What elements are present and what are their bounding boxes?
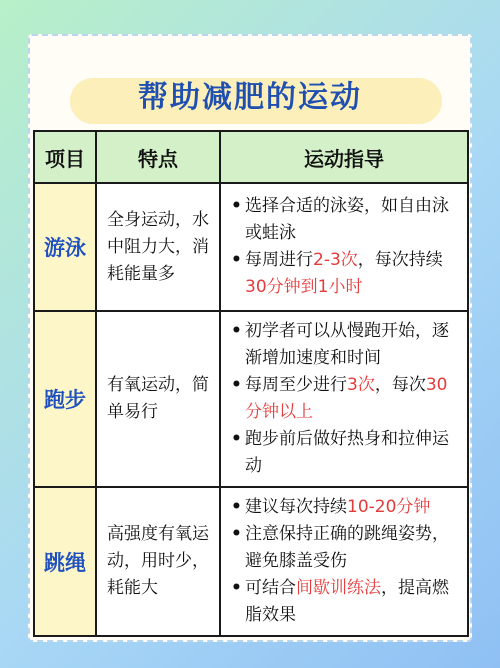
page-title: 帮助减肥的运动 xyxy=(138,80,362,115)
guide-item: • 初学者可以从慢跑开始，逐渐增加速度和时间 xyxy=(229,318,457,372)
table-row xyxy=(34,311,468,487)
project-cell: 跳绳 xyxy=(34,487,96,636)
header-features: 特点 xyxy=(96,131,220,183)
features-cell: 全身运动，水中阻力大，消耗能量多 xyxy=(96,183,220,311)
header-project: 项目 xyxy=(34,131,96,183)
guide-item: • 每周至少进行3次，每次30分钟以上 xyxy=(229,372,457,426)
guide-item: • 注意保持正确的跳绳姿势，避免膝盖受伤 xyxy=(229,521,457,575)
guide-item: • 可结合间歇训练法，提高燃脂效果 xyxy=(229,575,457,629)
project-cell: 游泳 xyxy=(34,183,96,311)
table-row xyxy=(34,487,468,636)
guide-list xyxy=(229,318,457,480)
features-cell: 有氧运动，简单易行 xyxy=(96,311,220,487)
table-row xyxy=(34,183,468,311)
guide-item: • 每周进行2-3次，每次持续30分钟到1小时 xyxy=(229,247,457,301)
exercise-table xyxy=(33,130,469,637)
guide-item: • 建议每次持续10-20分钟 xyxy=(229,494,457,521)
guide-cell xyxy=(220,183,468,311)
guide-cell xyxy=(220,487,468,636)
table-header-row xyxy=(34,131,468,183)
guide-list xyxy=(229,494,457,629)
guide-list xyxy=(229,193,457,301)
guide-item: • 选择合适的泳姿，如自由泳或蛙泳 xyxy=(229,193,457,247)
project-cell: 跑步 xyxy=(34,311,96,487)
guide-item: • 跑步前后做好热身和拉伸运动 xyxy=(229,426,457,480)
header-guide: 运动指导 xyxy=(220,131,468,183)
features-cell: 高强度有氧运动，用时少，耗能大 xyxy=(96,487,220,636)
guide-cell xyxy=(220,311,468,487)
